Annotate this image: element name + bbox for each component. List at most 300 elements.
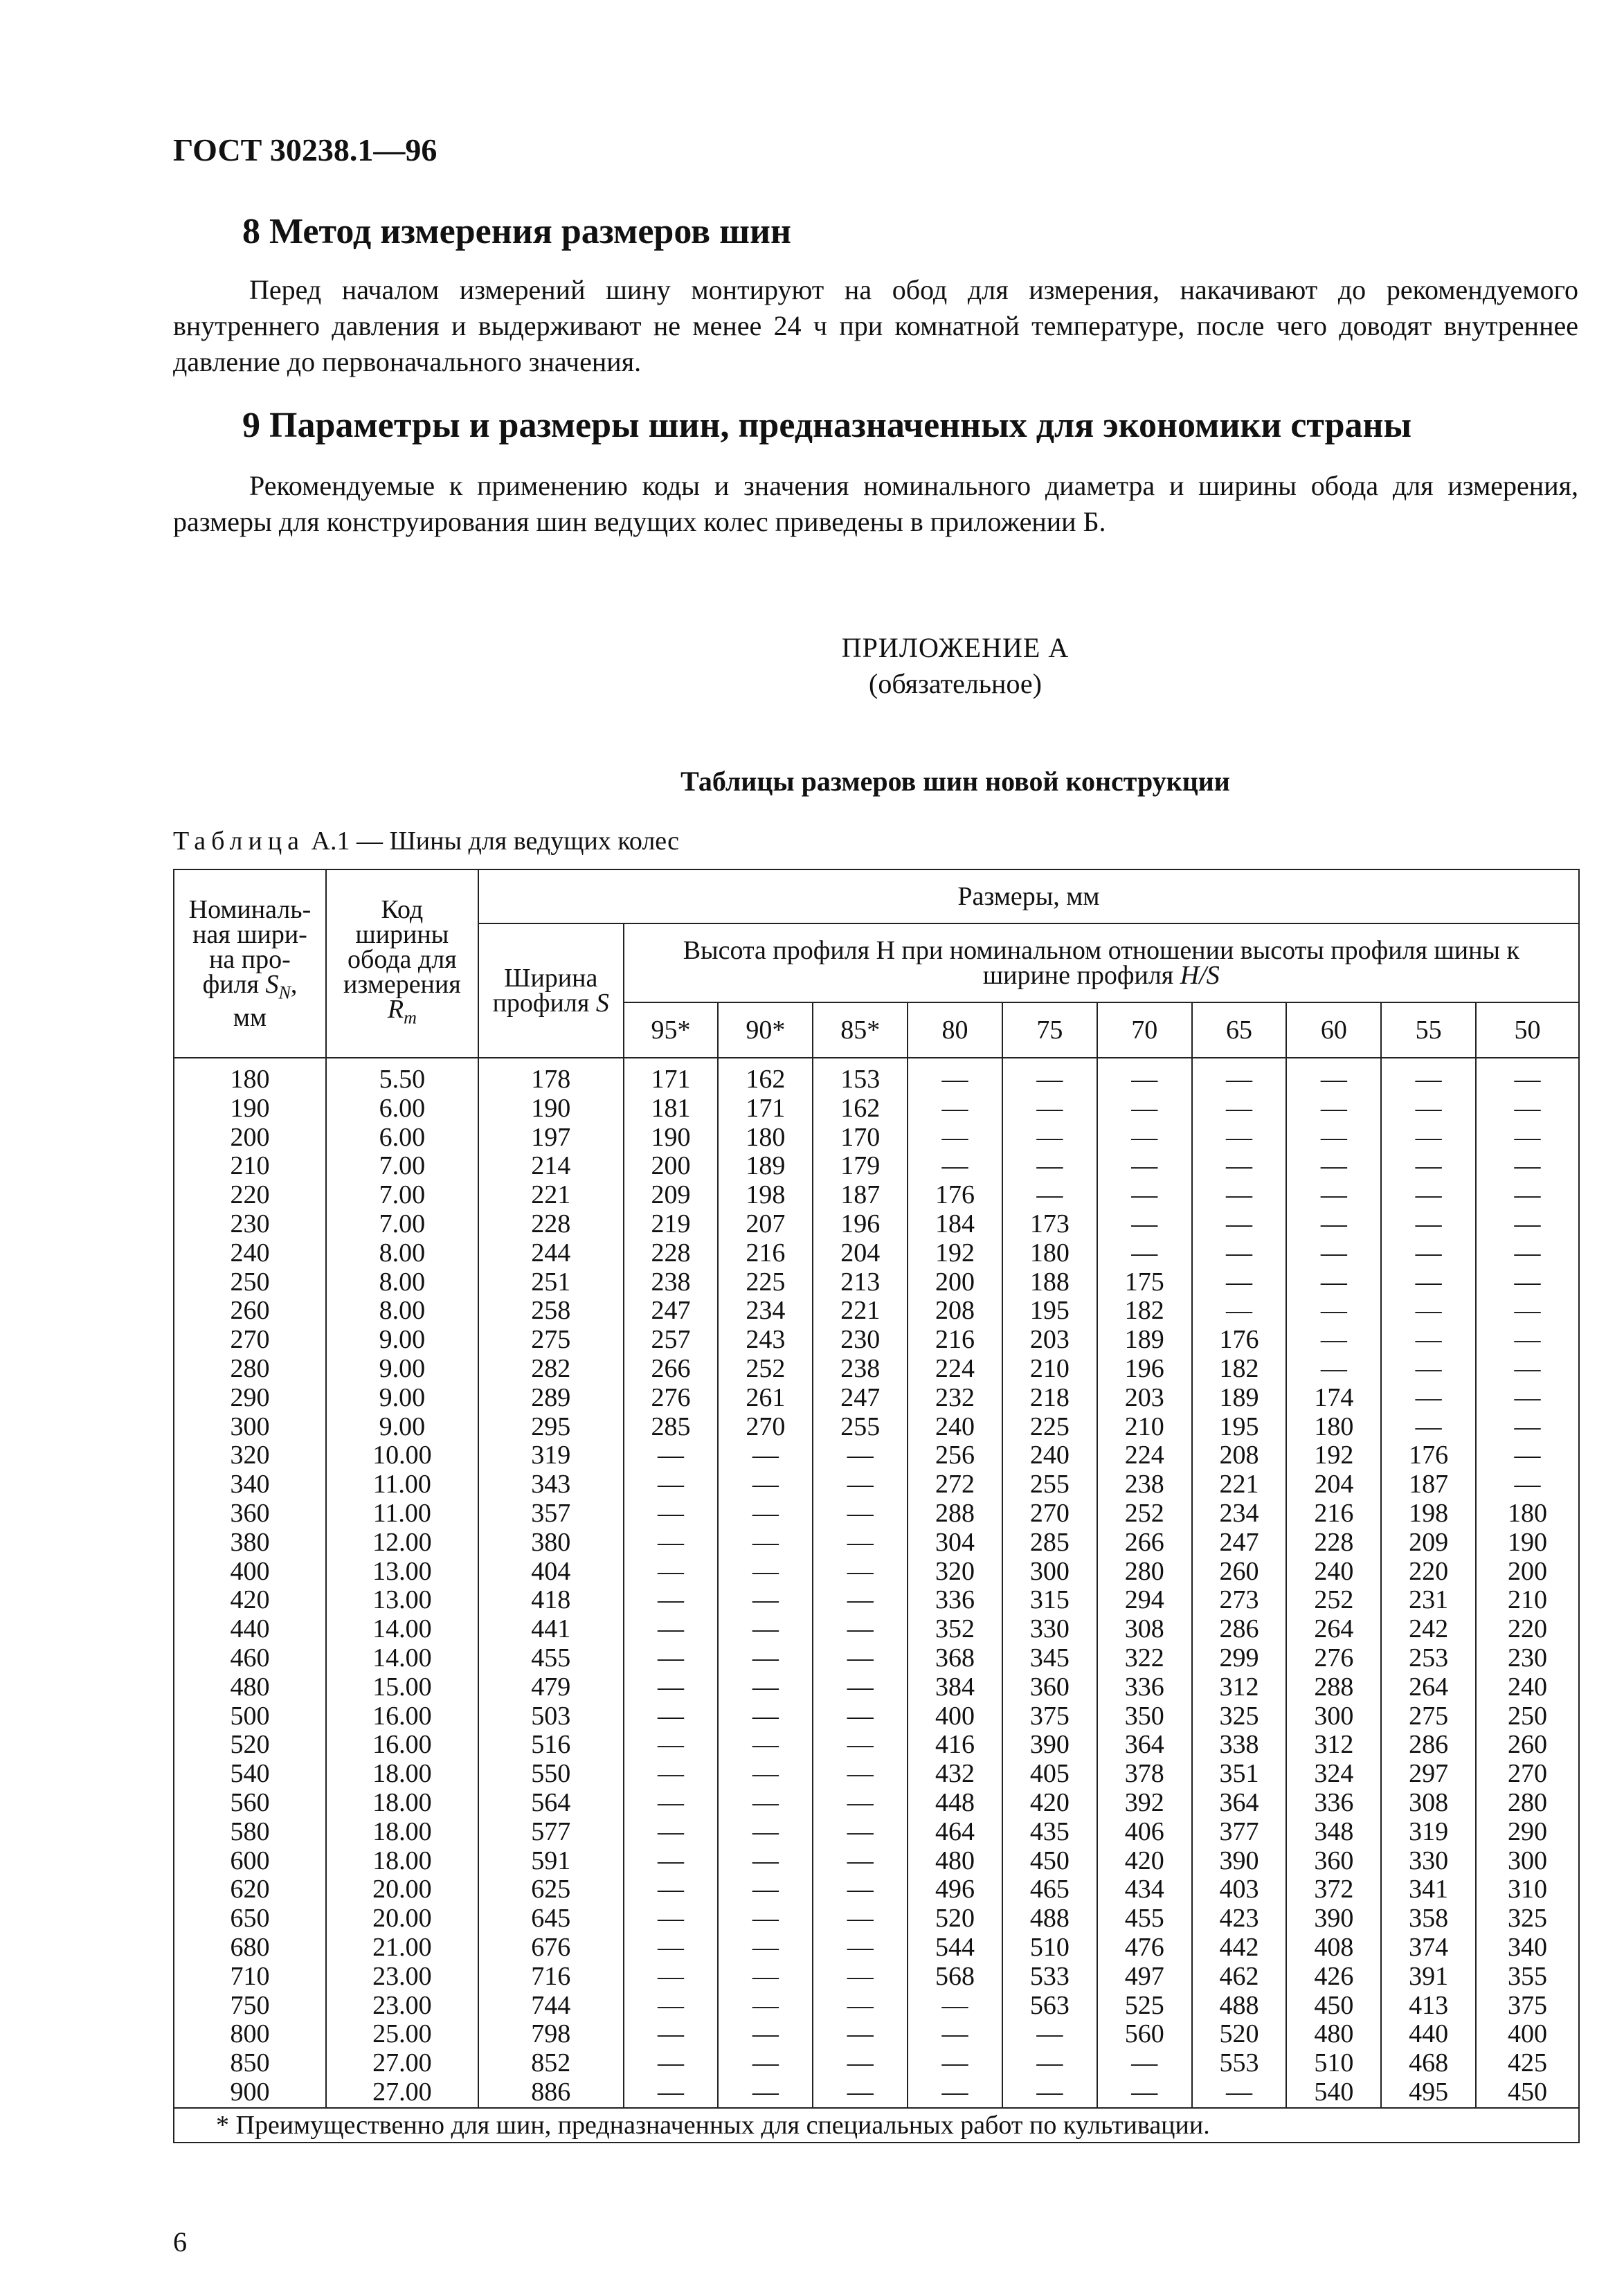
table-cell: 290: [1476, 1818, 1579, 1847]
section-9-paragraph: [173, 468, 1578, 540]
table-cell: —: [624, 1933, 719, 1963]
table-cell: 195: [1192, 1413, 1287, 1442]
table-cell: 516: [478, 1731, 624, 1760]
table-cell: 198: [1381, 1499, 1476, 1529]
table-cell: 280: [174, 1355, 326, 1384]
table-cell: 285: [624, 1413, 719, 1442]
table-cell: —: [813, 1644, 908, 1673]
table-cell: —: [624, 1644, 719, 1673]
table-cell: 189: [718, 1152, 813, 1181]
header-ratio: 90*: [718, 1002, 813, 1058]
table-cell: —: [1192, 1181, 1287, 1210]
table-cell: —: [718, 1818, 813, 1847]
table-cell: 253: [1381, 1644, 1476, 1673]
table-cell: —: [624, 1847, 719, 1876]
header-ratio: 85*: [813, 1002, 908, 1058]
table-cell: 7.00: [326, 1210, 478, 1239]
table-cell: 188: [1002, 1268, 1097, 1297]
table-cell: 180: [1476, 1499, 1579, 1529]
table-cell: 260: [1192, 1558, 1287, 1587]
table-cell: 310: [1476, 1875, 1579, 1904]
table-cell: —: [1002, 2049, 1097, 2078]
table-cell: 238: [624, 1268, 719, 1297]
table-cell: 23.00: [326, 1963, 478, 1992]
table-cell: 228: [1286, 1529, 1381, 1558]
header-section-height: Высота профиля Н при номинальном отношении высоты профиля шины к ширине профиля H/S: [624, 923, 1579, 1002]
table-cell: —: [1002, 1124, 1097, 1153]
table-body: [174, 1058, 1579, 2143]
table-cell: 264: [1286, 1615, 1381, 1644]
table-cell: —: [718, 1992, 813, 2021]
table-cell: 488: [1192, 1992, 1287, 2021]
table-cell: 228: [478, 1210, 624, 1239]
table-cell: 297: [1381, 1760, 1476, 1789]
table-cell: 18.00: [326, 1760, 478, 1789]
table-row: [174, 1875, 1579, 1904]
header-ratio: 55: [1381, 1002, 1476, 1058]
table-cell: 294: [1097, 1586, 1192, 1615]
table-cell: 178: [478, 1058, 624, 1094]
table-cell: 200: [624, 1152, 719, 1181]
table-cell: 308: [1381, 1789, 1476, 1818]
table-cell: 480: [908, 1847, 1002, 1876]
table-cell: —: [624, 2020, 719, 2049]
table-cell: 710: [174, 1963, 326, 1992]
table-cell: —: [813, 2049, 908, 2078]
table-cell: 533: [1002, 1963, 1097, 1992]
table-cell: —: [718, 1558, 813, 1587]
table-cell: —: [718, 1470, 813, 1499]
header-ratio: 95*: [624, 1002, 719, 1058]
table-cell: —: [1476, 1326, 1579, 1355]
section-9-title: 9 Параметры и размеры шин, предназначенных для экономики страны: [242, 406, 1412, 445]
table-cell: 180: [174, 1058, 326, 1094]
table-row: [174, 1818, 1579, 1847]
table-cell: —: [1286, 1124, 1381, 1153]
table-cell: 645: [478, 1904, 624, 1933]
table-cell: 218: [1002, 1384, 1097, 1413]
table-cell: 600: [174, 1847, 326, 1876]
table-cell: 200: [908, 1268, 1002, 1297]
table-cell: 304: [908, 1529, 1002, 1558]
table-cell: —: [1476, 1413, 1579, 1442]
table-cell: 187: [1381, 1470, 1476, 1499]
table-cell: 540: [1286, 2078, 1381, 2108]
table-cell: 460: [174, 1644, 326, 1673]
table-cell: 247: [1192, 1529, 1287, 1558]
header-ratio: 75: [1002, 1002, 1097, 1058]
table-cell: 450: [1476, 2078, 1579, 2108]
table-cell: —: [813, 1702, 908, 1731]
table-cell: 11.00: [326, 1470, 478, 1499]
header-section-width: Ширина профиля S: [478, 923, 624, 1058]
table-cell: 216: [718, 1239, 813, 1268]
table-cell: —: [1381, 1297, 1476, 1326]
table-cell: 850: [174, 2049, 326, 2078]
table-cell: 258: [478, 1297, 624, 1326]
table-row: [174, 1586, 1579, 1615]
table-cell: 377: [1192, 1818, 1287, 1847]
table-cell: 221: [478, 1181, 624, 1210]
table-cell: 20.00: [326, 1904, 478, 1933]
table-cell: —: [908, 1094, 1002, 1124]
table-cell: 288: [1286, 1673, 1381, 1702]
table-cell: —: [1381, 1384, 1476, 1413]
table-cell: —: [813, 1963, 908, 1992]
table-cell: —: [1192, 2078, 1287, 2108]
table-cell: 290: [174, 1384, 326, 1413]
table-cell: 200: [1476, 1558, 1579, 1587]
table-cell: 320: [174, 1441, 326, 1470]
table-cell: —: [718, 1760, 813, 1789]
table-cell: 14.00: [326, 1644, 478, 1673]
table-cell: 162: [813, 1094, 908, 1124]
table-cell: —: [1476, 1152, 1579, 1181]
table-cell: 330: [1002, 1615, 1097, 1644]
table-cell: 405: [1002, 1760, 1097, 1789]
table-row: [174, 1152, 1579, 1181]
table-cell: —: [624, 1875, 719, 1904]
table-cell: 319: [1381, 1818, 1476, 1847]
table-cell: 219: [624, 1210, 719, 1239]
table-cell: 197: [478, 1124, 624, 1153]
table-cell: 744: [478, 1992, 624, 2021]
table-cell: 190: [174, 1094, 326, 1124]
table-cell: 341: [1381, 1875, 1476, 1904]
table-cell: —: [813, 1818, 908, 1847]
table-cell: —: [1192, 1124, 1287, 1153]
table-cell: —: [624, 1615, 719, 1644]
table-cell: 455: [478, 1644, 624, 1673]
table-cell: 171: [718, 1094, 813, 1124]
table-cell: 488: [1002, 1904, 1097, 1933]
table-cell: 15.00: [326, 1673, 478, 1702]
table-cell: 476: [1097, 1933, 1192, 1963]
table-cell: —: [1286, 1094, 1381, 1124]
table-cell: 568: [908, 1963, 1002, 1992]
table-cell: —: [1381, 1268, 1476, 1297]
table-cell: —: [1381, 1094, 1476, 1124]
table-cell: 343: [478, 1470, 624, 1499]
table-cell: —: [1192, 1239, 1287, 1268]
table-cell: —: [1381, 1181, 1476, 1210]
table-cell: 244: [478, 1239, 624, 1268]
table-cell: 273: [1192, 1586, 1287, 1615]
table-cell: —: [1097, 1181, 1192, 1210]
table-cell: 520: [908, 1904, 1002, 1933]
table-cell: 234: [718, 1297, 813, 1326]
table-cell: —: [718, 2078, 813, 2108]
table-cell: —: [1097, 1124, 1192, 1153]
table-row: [174, 1355, 1579, 1384]
table-cell: 192: [908, 1239, 1002, 1268]
table-cell: 13.00: [326, 1558, 478, 1587]
table-cell: 368: [908, 1644, 1002, 1673]
table-cell: 336: [908, 1586, 1002, 1615]
table-cell: 462: [1192, 1963, 1287, 1992]
table-cell: 580: [174, 1818, 326, 1847]
table-cell: —: [1286, 1210, 1381, 1239]
table-cell: 210: [1476, 1586, 1579, 1615]
table-cell: —: [1381, 1210, 1476, 1239]
table-cell: 20.00: [326, 1875, 478, 1904]
table-cell: 495: [1381, 2078, 1476, 2108]
table-cell: 260: [174, 1297, 326, 1326]
table-cell: 247: [813, 1384, 908, 1413]
table-cell: 176: [1381, 1441, 1476, 1470]
table-cell: —: [813, 1992, 908, 2021]
table-cell: —: [718, 2020, 813, 2049]
table-cell: 420: [174, 1586, 326, 1615]
table-cell: —: [1286, 1268, 1381, 1297]
table-cell: —: [718, 2049, 813, 2078]
table-row: [174, 1124, 1579, 1153]
section-8-paragraph: [173, 272, 1578, 380]
table-cell: 406: [1097, 1818, 1192, 1847]
table-cell: 358: [1381, 1904, 1476, 1933]
table-cell: 286: [1381, 1731, 1476, 1760]
table-cell: 434: [1097, 1875, 1192, 1904]
table-cell: —: [813, 1558, 908, 1587]
table-cell: 312: [1192, 1673, 1287, 1702]
table-cell: 9.00: [326, 1384, 478, 1413]
table-cell: 464: [908, 1818, 1002, 1847]
table-cell: 240: [1286, 1558, 1381, 1587]
table-row: [174, 1789, 1579, 1818]
table-cell: 520: [1192, 2020, 1287, 2049]
table-cell: —: [813, 1760, 908, 1789]
table-row: [174, 1933, 1579, 1963]
table-cell: —: [624, 1818, 719, 1847]
table-cell: —: [1476, 1441, 1579, 1470]
table-cell: —: [908, 2020, 1002, 2049]
table-row: [174, 1731, 1579, 1760]
table-cell: 255: [1002, 1470, 1097, 1499]
table-cell: 308: [1097, 1615, 1192, 1644]
table-cell: —: [1476, 1239, 1579, 1268]
table-cell: 195: [1002, 1297, 1097, 1326]
table-cell: —: [718, 1875, 813, 1904]
table-cell: 179: [813, 1152, 908, 1181]
table-cell: 360: [1002, 1673, 1097, 1702]
header-ratio: 50: [1476, 1002, 1579, 1058]
table-cell: 9.00: [326, 1355, 478, 1384]
table-cell: —: [1002, 1094, 1097, 1124]
table-cell: 5.50: [326, 1058, 478, 1094]
table-cell: 798: [478, 2020, 624, 2049]
table-row: [174, 2078, 1579, 2108]
table-cell: 13.00: [326, 1586, 478, 1615]
table-cell: 750: [174, 1992, 326, 2021]
table-cell: 192: [1286, 1441, 1381, 1470]
table-cell: 338: [1192, 1731, 1287, 1760]
table-cell: 181: [624, 1094, 719, 1124]
table-cell: 390: [1002, 1731, 1097, 1760]
table-cell: 280: [1476, 1789, 1579, 1818]
table-row: [174, 1441, 1579, 1470]
table-cell: 364: [1097, 1731, 1192, 1760]
table-cell: —: [1286, 1152, 1381, 1181]
table-row: [174, 1413, 1579, 1442]
table-cell: —: [813, 1789, 908, 1818]
tables-heading: Таблицы размеров шин новой конструкции: [680, 766, 1230, 797]
table-cell: 300: [1002, 1558, 1097, 1587]
table-cell: 264: [1381, 1673, 1476, 1702]
table-cell: —: [1476, 1297, 1579, 1326]
table-cell: 286: [1192, 1615, 1287, 1644]
header-rim-code: Код ширины обода для измерения $R_m$: [326, 869, 478, 1058]
table-cell: 276: [1286, 1644, 1381, 1673]
table-cell: 209: [1381, 1529, 1476, 1558]
table-cell: —: [1097, 1152, 1192, 1181]
table-cell: —: [718, 1731, 813, 1760]
table-cell: 564: [478, 1789, 624, 1818]
table-cell: 243: [718, 1326, 813, 1355]
table-cell: 288: [908, 1499, 1002, 1529]
table-cell: —: [1476, 1384, 1579, 1413]
table-cell: 171: [624, 1058, 719, 1094]
table-cell: —: [1192, 1268, 1287, 1297]
table-cell: 224: [908, 1355, 1002, 1384]
table-cell: —: [1192, 1094, 1287, 1124]
table-cell: —: [1002, 1181, 1097, 1210]
table-cell: 360: [1286, 1847, 1381, 1876]
table-cell: 503: [478, 1702, 624, 1731]
table-cell: —: [1476, 1210, 1579, 1239]
table-cell: 432: [908, 1760, 1002, 1789]
table-cell: 372: [1286, 1875, 1381, 1904]
table-cell: 300: [1286, 1702, 1381, 1731]
table-cell: 189: [1097, 1326, 1192, 1355]
table-cell: 448: [908, 1789, 1002, 1818]
table-cell: 252: [718, 1355, 813, 1384]
table-cell: 213: [813, 1268, 908, 1297]
table-cell: 319: [478, 1441, 624, 1470]
table-cell: 625: [478, 1875, 624, 1904]
table-cell: 250: [174, 1268, 326, 1297]
table-cell: 510: [1002, 1933, 1097, 1963]
table-cell: 496: [908, 1875, 1002, 1904]
table-cell: 650: [174, 1904, 326, 1933]
header-ratio: 70: [1097, 1002, 1192, 1058]
table-row: [174, 1673, 1579, 1702]
table-cell: 352: [908, 1615, 1002, 1644]
table-cell: —: [813, 1904, 908, 1933]
table-cell: —: [624, 1963, 719, 1992]
table-row: [174, 1615, 1579, 1644]
table-row: [174, 1760, 1579, 1789]
table-cell: 413: [1381, 1992, 1476, 2021]
table-cell: —: [624, 1499, 719, 1529]
table-cell: 257: [624, 1326, 719, 1355]
table-cell: 8.00: [326, 1297, 478, 1326]
table-cell: —: [908, 2049, 1002, 2078]
table-cell: 176: [1192, 1326, 1287, 1355]
table-cell: 25.00: [326, 2020, 478, 2049]
table-row: [174, 1470, 1579, 1499]
table-cell: —: [1286, 1058, 1381, 1094]
table-cell: —: [1097, 1058, 1192, 1094]
table-cell: —: [718, 1963, 813, 1992]
table-cell: 300: [174, 1413, 326, 1442]
table-cell: 348: [1286, 1818, 1381, 1847]
table-cell: —: [718, 1441, 813, 1470]
table-cell: 465: [1002, 1875, 1097, 1904]
table-cell: 299: [1192, 1644, 1287, 1673]
table-cell: 252: [1097, 1499, 1192, 1529]
table-row: [174, 1384, 1579, 1413]
table-cell: 174: [1286, 1384, 1381, 1413]
table-cell: 200: [174, 1124, 326, 1153]
table-cell: 325: [1192, 1702, 1287, 1731]
table-cell: 560: [174, 1789, 326, 1818]
table-cell: 204: [813, 1239, 908, 1268]
table-cell: 180: [1002, 1239, 1097, 1268]
table-cell: 266: [624, 1355, 719, 1384]
table-cell: 214: [478, 1152, 624, 1181]
table-cell: 216: [908, 1326, 1002, 1355]
table-cell: —: [1192, 1297, 1287, 1326]
table-cell: —: [1002, 2020, 1097, 2049]
table-cell: 275: [1381, 1702, 1476, 1731]
table-cell: —: [908, 1992, 1002, 2021]
table-cell: 190: [1476, 1529, 1579, 1558]
table-cell: —: [1097, 2049, 1192, 2078]
table-cell: —: [624, 1760, 719, 1789]
table-cell: 374: [1381, 1933, 1476, 1963]
table-cell: —: [624, 1470, 719, 1499]
table-cell: 182: [1192, 1355, 1287, 1384]
table-cell: —: [1286, 1355, 1381, 1384]
appendix-title: ПРИЛОЖЕНИЕ А: [841, 632, 1070, 663]
table-cell: —: [718, 1586, 813, 1615]
table-cell: 16.00: [326, 1731, 478, 1760]
table-cell: 312: [1286, 1731, 1381, 1760]
header-ratio: 60: [1286, 1002, 1381, 1058]
table-cell: —: [718, 1644, 813, 1673]
table-cell: —: [1381, 1124, 1476, 1153]
table-cell: 18.00: [326, 1847, 478, 1876]
table-cell: —: [813, 1470, 908, 1499]
table-cell: 900: [174, 2078, 326, 2108]
header-ratio: 80: [908, 1002, 1002, 1058]
table-cell: —: [813, 1586, 908, 1615]
table-cell: 18.00: [326, 1818, 478, 1847]
table-cell: 435: [1002, 1818, 1097, 1847]
table-footnote-row: [174, 2108, 1579, 2143]
table-cell: —: [624, 1441, 719, 1470]
table-cell: 440: [1381, 2020, 1476, 2049]
table-row: [174, 1239, 1579, 1268]
table-row: [174, 1847, 1579, 1876]
table-cell: 175: [1097, 1268, 1192, 1297]
table-cell: 324: [1286, 1760, 1381, 1789]
table-caption-prefix: Таблица: [173, 827, 305, 856]
table-cell: 232: [908, 1384, 1002, 1413]
table-cell: 325: [1476, 1904, 1579, 1933]
table-cell: 276: [624, 1384, 719, 1413]
table-cell: 357: [478, 1499, 624, 1529]
table-cell: 182: [1097, 1297, 1192, 1326]
table-cell: 680: [174, 1933, 326, 1963]
table-cell: —: [1381, 1239, 1476, 1268]
table-cell: 251: [478, 1268, 624, 1297]
table-cell: 173: [1002, 1210, 1097, 1239]
table-cell: —: [1286, 1326, 1381, 1355]
table-cell: 350: [1097, 1702, 1192, 1731]
table-cell: 180: [1286, 1413, 1381, 1442]
table-cell: 479: [478, 1673, 624, 1702]
